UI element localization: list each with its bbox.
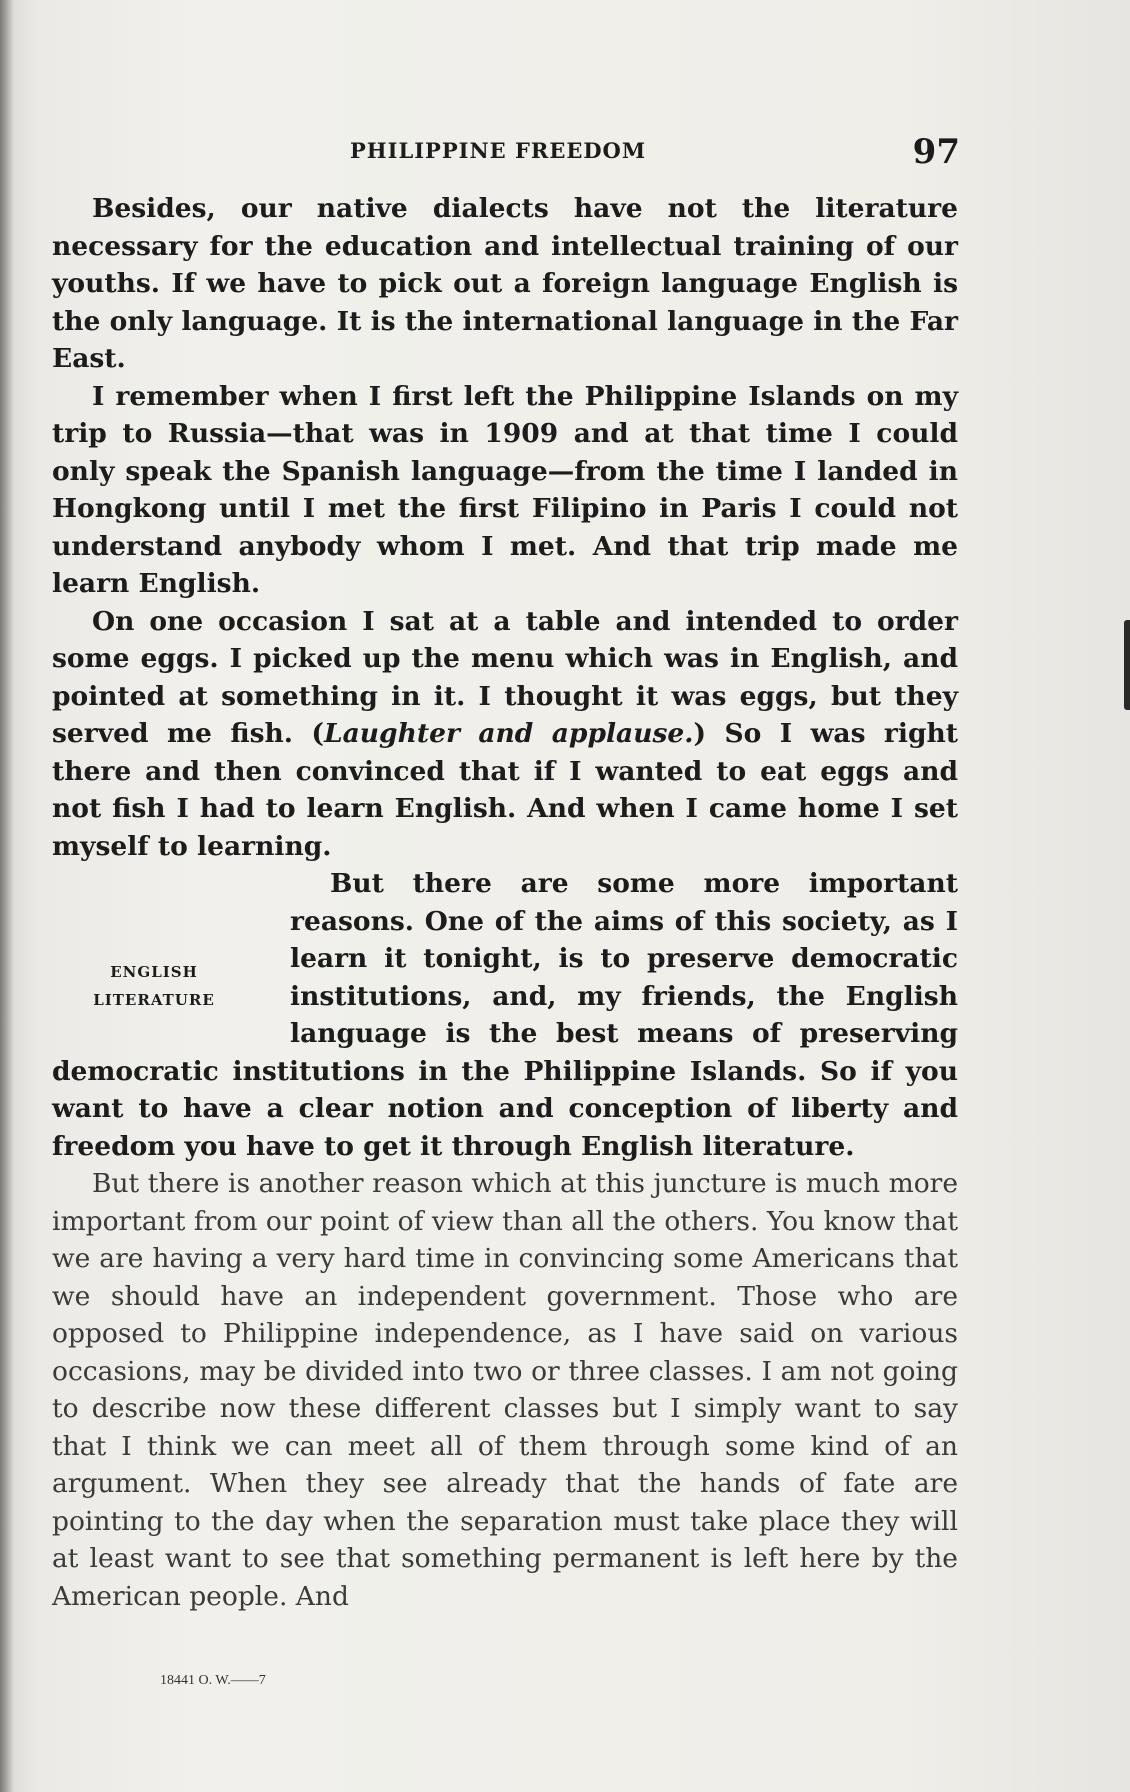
paragraph-5: But there is another reason which at this juncture is much more important from our point of view than all the others. You know that we are having a very hard time in convincing some Americans that we should have an independent government. Those who are opposed to Philippine independence, as I have said on various occasions, may be divided into two or three classes. I am not going to describe now these different classes but I simply want to say that I think we can meet all of them through some kind of an argument. When they see already that the hands of fate are pointing to the day when the separation must take place they will at least want to see that something permanent is left here by the American people. And (52, 1168, 958, 1612)
paragraph-2: I remember when I first left the Philippine Islands on my trip to Russia—that was in 1909 and at that time I could only speak the Spanish language—from the time I landed in Hongkong until I met the first Filipino in Paris I could not understand anybody whom I met. And that trip made me learn English. (52, 380, 958, 599)
paragraph-4-text: But there are some more important reasons. One of the aims of this society, as I learn it tonight, is to preserve democratic institutions, and, my friends, the English language is the best means of preserving democratic institutions in the Philippine Islands. So if you want to have a clear notion and conception of liberty and freedom you have to get it through English literature. (52, 868, 958, 1162)
running-title: PHILIPPINE FREEDOM (350, 138, 647, 163)
margin-note-line-1: ENGLISH (110, 963, 198, 981)
page-number: 97 (912, 132, 960, 172)
spine-shadow (0, 0, 14, 1792)
margin-note (34, 940, 274, 1052)
signature-mark: 18441 O. W.——7 (160, 1673, 266, 1688)
margin-note-line-2: LITERATURE (93, 991, 215, 1009)
edge-mark (1124, 620, 1130, 710)
paragraph-1: Besides, our native dialects have not the literature necessary for the education and intellectual training of our youths. If we have to pick out a foreign language English is the only language. It is the international language in the Far East. (52, 193, 958, 374)
paragraph-3-text-b: ) So I was right there and then convinced that if I wanted to eat eggs and not fish I had to learn English. And when I came home I set myself to learning. (52, 718, 959, 862)
paragraph-4 (52, 865, 958, 1165)
paragraph-3 (52, 603, 958, 866)
page-header (60, 132, 960, 172)
paragraph-3-italic: Laughter and applause. (323, 718, 694, 749)
paragraph-3-text-a: On one occasion I sat at a table and intended to order some eggs. I picked up the menu which was in English, and pointed at something in it. I thought it was eggs, but they served me fish. ( (52, 605, 958, 749)
body-text (52, 190, 958, 1615)
